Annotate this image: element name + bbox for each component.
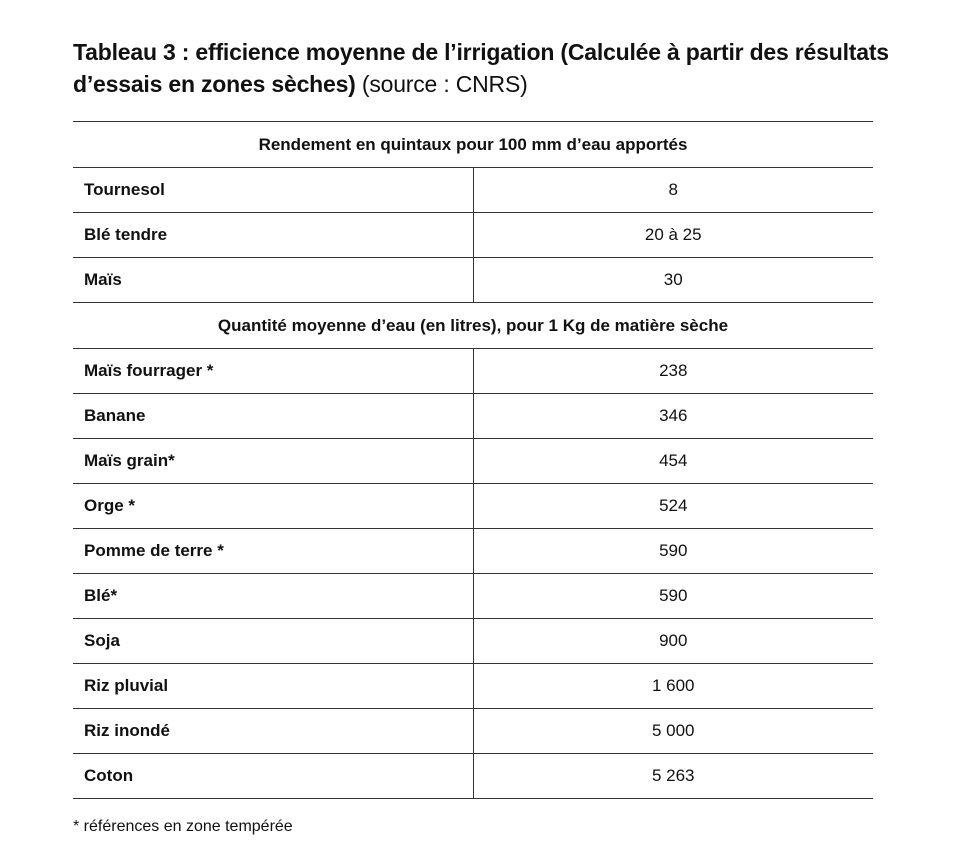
- table-row: [73, 619, 873, 664]
- row-label: Riz inondé: [73, 709, 473, 754]
- row-value: 20 à 25: [473, 213, 873, 258]
- table-title: [73, 36, 893, 100]
- row-label: Maïs fourrager *: [73, 349, 473, 394]
- title-main: Tableau 3 : efficience moyenne de l’irrigation (Calculée à partir des résultats d’essais en zones sèches): [73, 39, 889, 97]
- row-value: 5 000: [473, 709, 873, 754]
- row-value: 590: [473, 574, 873, 619]
- table-row: [73, 484, 873, 529]
- row-value: 454: [473, 439, 873, 484]
- row-label: Soja: [73, 619, 473, 664]
- table-row: [73, 168, 873, 213]
- row-value: 900: [473, 619, 873, 664]
- section-header-row: [73, 122, 873, 168]
- table-row: [73, 394, 873, 439]
- row-value: 8: [473, 168, 873, 213]
- table-row: [73, 213, 873, 258]
- row-label: Tournesol: [73, 168, 473, 213]
- row-label: Blé tendre: [73, 213, 473, 258]
- title-source: (source : CNRS): [361, 71, 528, 97]
- table-row: [73, 709, 873, 754]
- table-row: [73, 349, 873, 394]
- row-value: 524: [473, 484, 873, 529]
- row-label: Maïs: [73, 258, 473, 303]
- table-row: [73, 529, 873, 574]
- row-value: 1 600: [473, 664, 873, 709]
- row-label: Riz pluvial: [73, 664, 473, 709]
- row-label: Banane: [73, 394, 473, 439]
- footnote: * références en zone tempérée: [73, 818, 293, 835]
- row-value: 590: [473, 529, 873, 574]
- table-row: [73, 754, 873, 799]
- row-label: Coton: [73, 754, 473, 799]
- table-row: [73, 258, 873, 303]
- table-row: [73, 439, 873, 484]
- row-label: Orge *: [73, 484, 473, 529]
- row-value: 238: [473, 349, 873, 394]
- section2-header: Quantité moyenne d’eau (en litres), pour 1 Kg de matière sèche: [73, 303, 873, 349]
- row-label: Pomme de terre *: [73, 529, 473, 574]
- row-value: 346: [473, 394, 873, 439]
- row-value: 5 263: [473, 754, 873, 799]
- row-value: 30: [473, 258, 873, 303]
- row-label: Maïs grain*: [73, 439, 473, 484]
- table-row: [73, 574, 873, 619]
- table-row: [73, 664, 873, 709]
- irrigation-efficiency-table: [73, 121, 873, 799]
- row-label: Blé*: [73, 574, 473, 619]
- section-header-row: [73, 303, 873, 349]
- section1-header: Rendement en quintaux pour 100 mm d’eau apportés: [73, 122, 873, 168]
